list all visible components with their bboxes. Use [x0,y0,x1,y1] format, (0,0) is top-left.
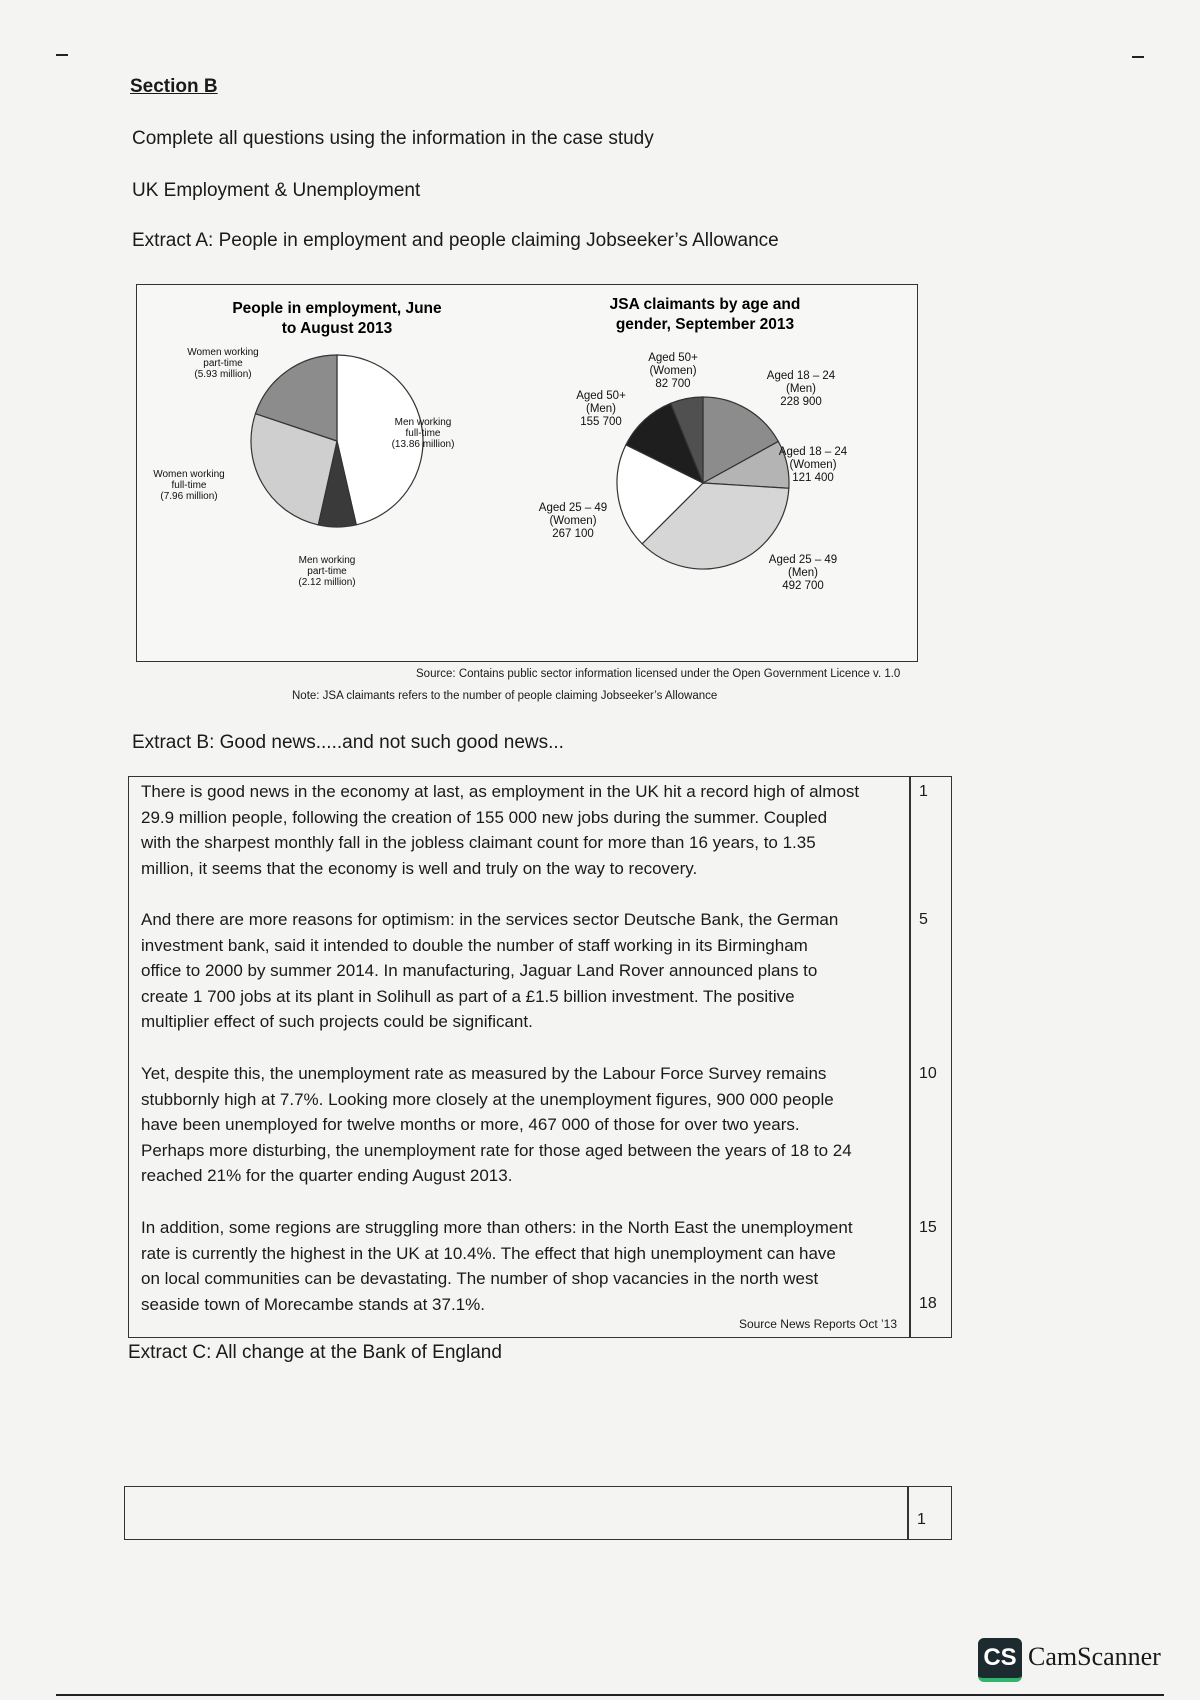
text-line: multiplier effect of such projects could be significant. [141,1012,533,1031]
jsa-label-6-line-3: 82 700 [655,378,691,390]
paragraph-1 [141,779,903,881]
text-line: million, it seems that the economy is well and truly on the way to recovery. [141,858,698,878]
text-line: Yet, despite this, the unemployment rate as measured by the Labour Force Survey remains [141,1064,827,1083]
pie-charts [137,285,917,661]
jsa-claimants-pie [617,397,789,569]
instruction-text: Complete all questions using the information in the case study [132,128,654,149]
chart1-title-line1: People in employment, June [232,300,442,317]
jsa-label-4-line-3: 267 100 [552,528,594,540]
jsa-label-6-line-2: (Women) [649,365,697,377]
jsa-label-4-line-2: (Women) [549,515,597,527]
line-number: 1 [919,783,928,800]
corner-mark-left [56,54,68,56]
text-line: rate is currently the highest in the UK at 10.4%. The effect that high unemployment can have [141,1243,836,1263]
chart2-title-line2: gender, September 2013 [615,316,795,333]
text-line: 29.9 million people, following the creation of 155 000 new jobs during the summer. Coupled [141,807,828,827]
text-line: reached 21% for the quarter ending August 2013. [141,1166,513,1185]
camscanner-name: CamScanner [1028,1642,1161,1671]
jsa-label-3-line-1: Aged 25 – 49 [768,554,838,566]
jsa-label-1-line-1: Aged 18 – 24 [766,370,836,382]
line-number: 1 [917,1511,926,1528]
section-title: Section B [130,76,218,97]
extract-c-box [124,1486,952,1540]
extract-b-title: Extract B: Good news.....and not such good news... [132,732,564,753]
employment-label-3-line-1: Women working [153,469,225,480]
extract-a-title: Extract A: People in employment and people claiming Jobseeker’s Allowance [132,230,779,251]
text-line: with the sharpest monthly fall in the jobless claimant count for more than 16 years, to 1.35 [141,833,816,852]
topic-heading: UK Employment & Unemployment [132,180,421,201]
line-number-last: 18 [919,1295,937,1312]
jsa-label-2-line-3: 121 400 [792,472,834,484]
extract-a-chart-box [136,284,918,662]
jsa-label-1-line-2: (Men) [785,383,817,395]
employment-label-2-line-1: Men working [298,555,356,566]
chart2-title-line1: JSA claimants by age and [609,296,801,313]
jsa-label-5-line-2: (Men) [585,403,617,415]
chart-note: Note: JSA claimants refers to the number of people claiming Jobseeker’s Allowance [292,690,718,702]
text-line: on local communities can be devastating. The number of shop vacancies in the north west [141,1269,819,1288]
text-line: Perhaps more disturbing, the unemployment rate for those aged between the years of 18 to 24 [141,1140,852,1160]
corner-mark-right [1132,56,1144,58]
line-number: 5 [919,911,928,928]
jsa-label-2-line-1: Aged 18 – 24 [778,446,848,458]
paragraph-2 [141,907,903,1035]
text-line: In addition, some regions are struggling more than others: in the North East the unemployment [141,1218,853,1237]
jsa-label-5-line-3: 155 700 [580,416,622,428]
employment-label-4-line-1: Women working [187,347,259,358]
text-line: stubbornly high at 7.7%. Looking more closely at the unemployment figures, 900 000 people [141,1089,834,1109]
line-number-divider [909,777,911,1337]
jsa-label-2-line-2: (Women) [789,459,837,471]
text-line: And there are more reasons for optimism: in the services sector Deutsche Bank, the German [141,910,839,929]
chart1-title-line2: to August 2013 [281,320,393,337]
extract-b-text-box [128,776,952,1338]
camscanner-logo: CS [978,1638,1022,1682]
chart-source: Source: Contains public sector information licensed under the Open Government Licence v. 1.0 [416,668,901,680]
employment-label-2-line-2: part-time [307,566,347,577]
text-line: create 1 700 jobs at its plant in Solihull as part of a £1.5 billion investment. The positive [141,986,795,1006]
jsa-label-1-line-3: 228 900 [780,396,822,408]
jsa-label-3-line-3: 492 700 [782,580,824,592]
jsa-label-3-line-2: (Men) [787,567,819,579]
line-number: 10 [919,1065,937,1082]
paragraph-4 [141,1215,903,1317]
text-line: investment bank, said it intended to double the number of staff working in its Birmingham [141,935,808,955]
text-line: have been unemployed for twelve months or more, 467 000 of those for over two years. [141,1115,800,1134]
jsa-label-5-line-1: Aged 50+ [576,390,626,402]
line-number: 15 [919,1219,937,1236]
jsa-label-4-line-1: Aged 25 – 49 [538,502,608,514]
news-source: Source News Reports Oct ’13 [738,1317,897,1331]
employment-label-4-line-3: (5.93 million) [194,369,252,380]
paragraph-3 [141,1061,903,1189]
employment-label-2-line-3: (2.12 million) [298,577,356,588]
text-line: There is good news in the economy at last, as employment in the UK hit a record high of almost [141,782,860,801]
employment-label-4-line-2: part-time [203,358,243,369]
text-line: seaside town of Morecambe stands at 37.1%. [141,1294,485,1314]
bottom-rule [56,1694,1164,1696]
extract-c-title: Extract C: All change at the Bank of England [128,1342,502,1363]
employment-label-3-line-2: full-time [171,480,207,491]
employment-label-1-line-3: (13.86 million) [391,439,455,450]
employment-label-3-line-3: (7.96 million) [160,491,218,502]
jsa-label-6-line-1: Aged 50+ [648,352,698,364]
line-number-divider [907,1487,909,1539]
employment-label-1-line-2: full-time [405,428,441,439]
text-line: office to 2000 by summer 2014. In manufacturing, Jaguar Land Rover announced plans to [141,961,818,980]
employment-label-1-line-1: Men working [394,417,452,428]
